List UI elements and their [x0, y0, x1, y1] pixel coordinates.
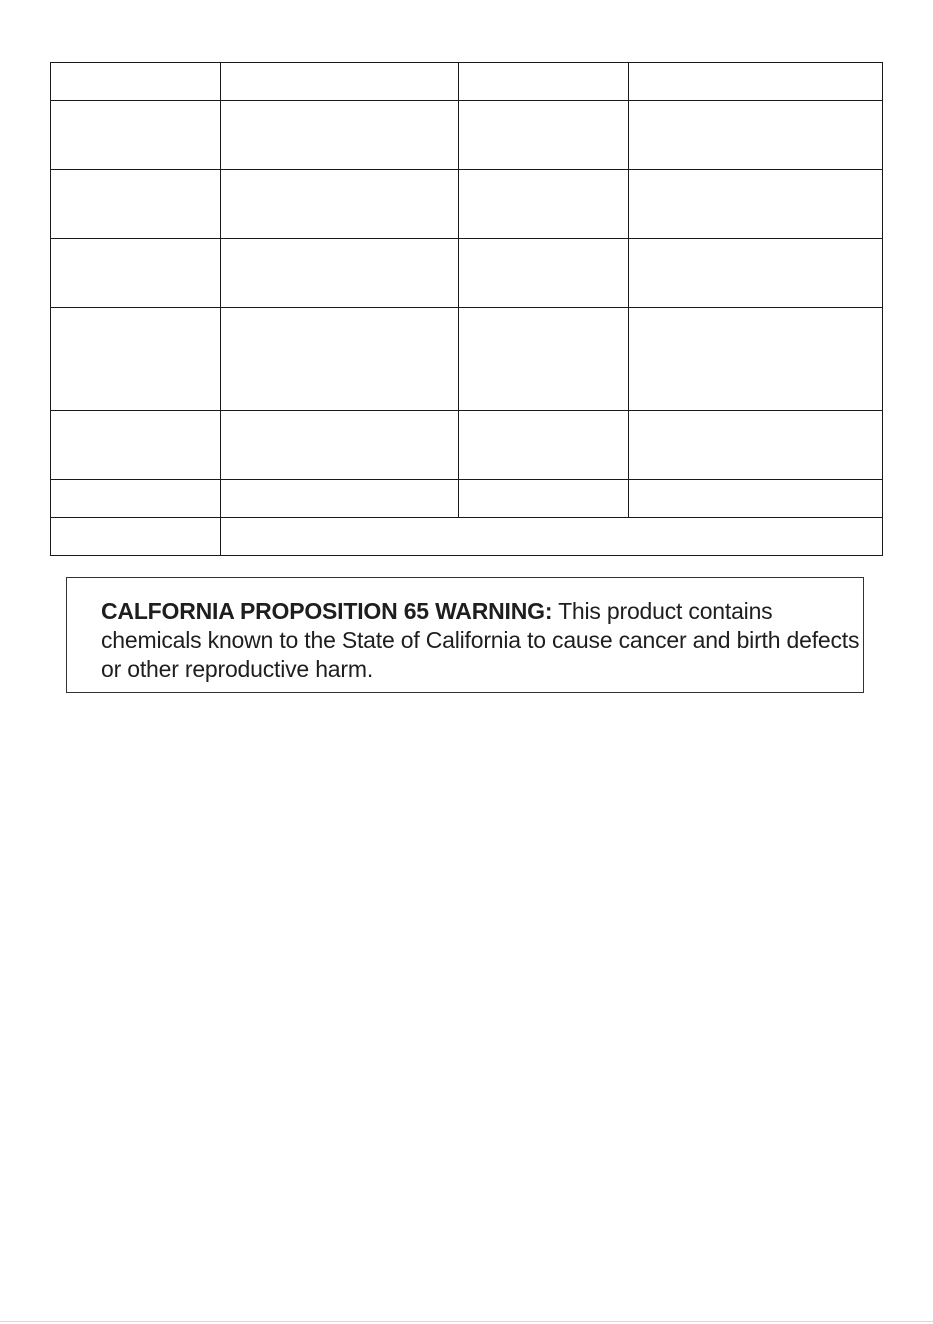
table-cell	[629, 411, 883, 480]
table-cell	[51, 308, 221, 411]
table-cell	[51, 480, 221, 518]
table-row	[51, 411, 883, 480]
table-cell	[459, 101, 629, 170]
table-cell	[629, 308, 883, 411]
table-cell	[51, 411, 221, 480]
table-cell	[51, 239, 221, 308]
page-bottom-edge	[0, 1321, 933, 1322]
table-cell	[459, 239, 629, 308]
table-cell	[629, 101, 883, 170]
table-row	[51, 239, 883, 308]
table-cell	[221, 101, 459, 170]
table-cell	[629, 170, 883, 239]
warning-body: This product contains chemicals known to the State of California to cause cancer and birth defects or other reproductive harm.	[101, 598, 860, 682]
table-cell	[459, 411, 629, 480]
table-cell	[51, 170, 221, 239]
table-row	[51, 63, 883, 101]
table-cell	[221, 170, 459, 239]
table-row	[51, 308, 883, 411]
table-cell	[221, 239, 459, 308]
table-row	[51, 101, 883, 170]
table-cell	[629, 480, 883, 518]
table-cell	[221, 411, 459, 480]
table-row	[51, 480, 883, 518]
warning-title: CALFORNIA PROPOSITION 65 WARNING:	[101, 598, 553, 624]
table-cell	[221, 480, 459, 518]
table-cell	[221, 63, 459, 101]
table-cell	[459, 308, 629, 411]
table-cell	[629, 239, 883, 308]
table-cell	[51, 518, 221, 556]
table-cell	[51, 63, 221, 101]
warning-text	[101, 597, 863, 684]
table-cell	[51, 101, 221, 170]
table-row	[51, 518, 883, 556]
empty-table	[50, 62, 883, 556]
table-cell	[221, 308, 459, 411]
table-cell	[459, 480, 629, 518]
table-cell	[629, 63, 883, 101]
table-row	[51, 170, 883, 239]
prop65-warning-box	[66, 577, 864, 693]
table-cell	[459, 63, 629, 101]
table-cell-merged	[221, 518, 883, 556]
table-cell	[459, 170, 629, 239]
